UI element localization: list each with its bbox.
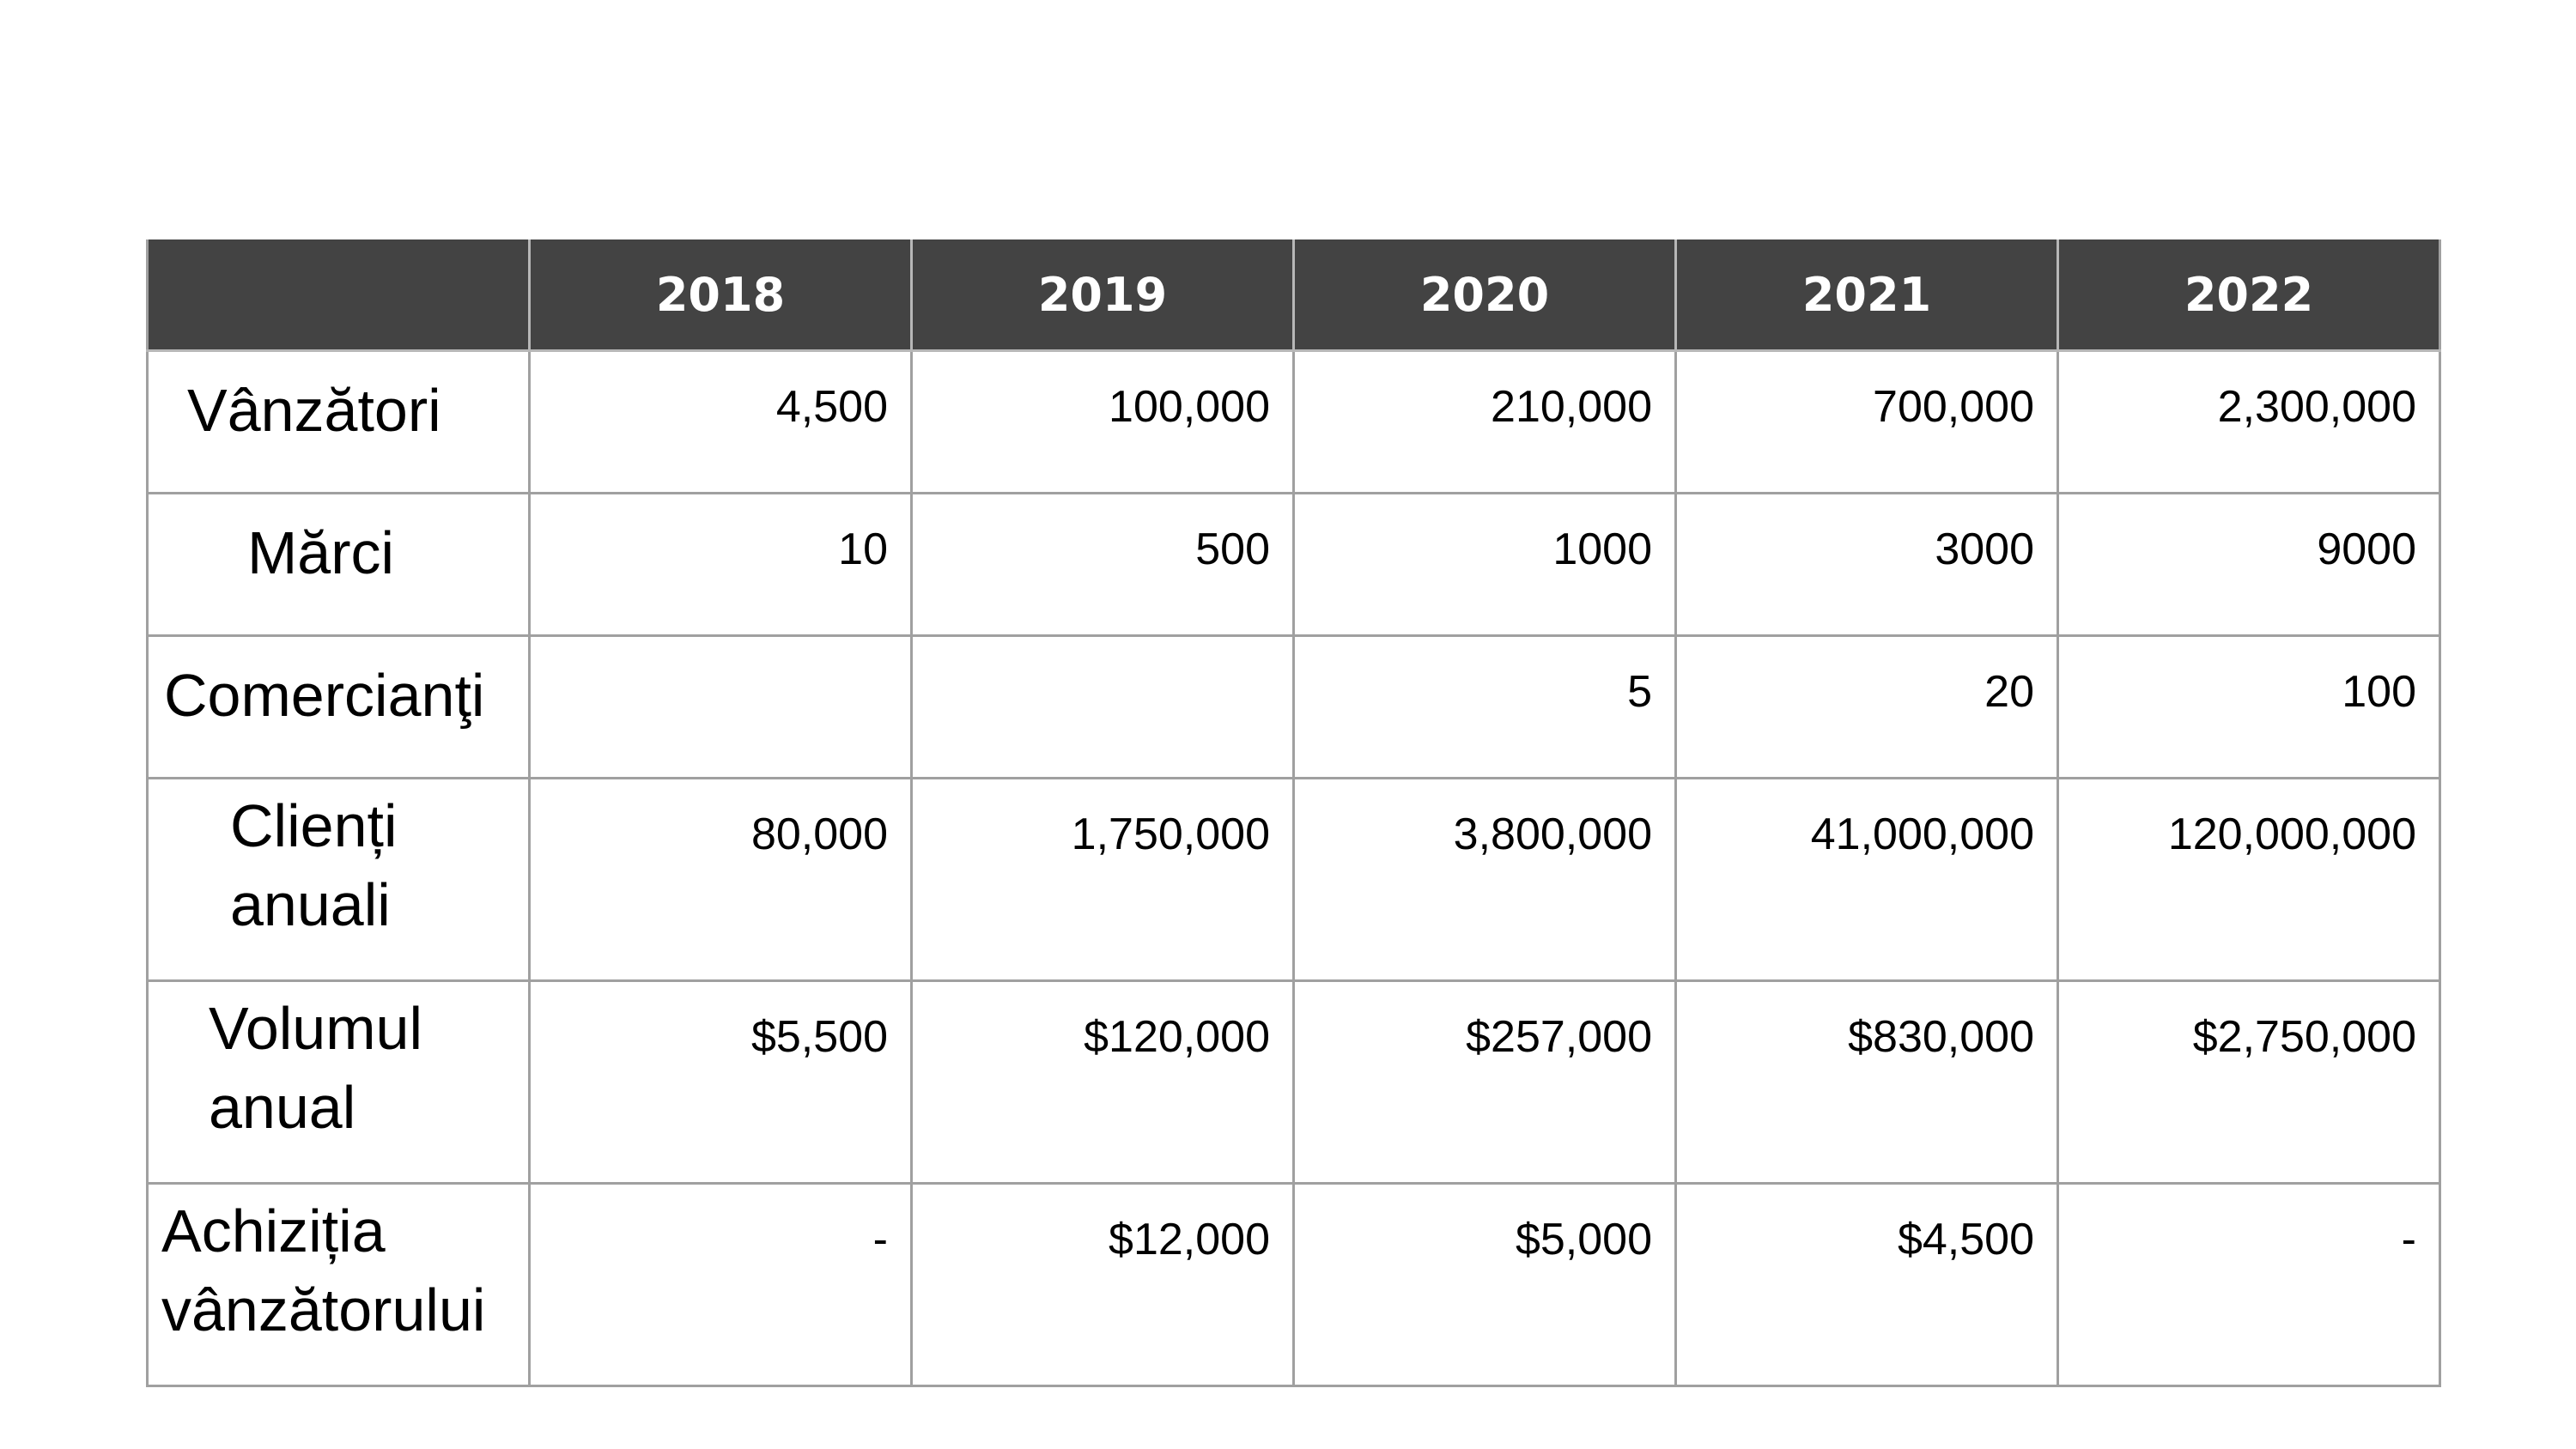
table-cell: 1000 — [1294, 494, 1676, 636]
header-row — [148, 239, 2440, 351]
header-cell-empty — [148, 239, 530, 351]
table-cell: 10 — [530, 494, 912, 636]
table-cell: - — [530, 1184, 912, 1386]
table-cell: 3000 — [1676, 494, 2058, 636]
table-cell: $12,000 — [912, 1184, 1294, 1386]
table-cell — [912, 636, 1294, 779]
row-label-line: Comercianţi — [164, 662, 485, 729]
header-cell-2022: 2022 — [2058, 239, 2440, 351]
table-cell: 20 — [1676, 636, 2058, 779]
table-cell — [530, 636, 912, 779]
table-cell: 4,500 — [530, 351, 912, 494]
table-cell: 100,000 — [912, 351, 1294, 494]
row-label — [148, 636, 530, 779]
table-cell: 500 — [912, 494, 1294, 636]
row-label — [148, 981, 530, 1184]
row-label-line: Mărci — [247, 519, 395, 586]
row-label-line: Volumul — [209, 995, 423, 1062]
table-cell: 80,000 — [530, 779, 912, 981]
row-label-line: anuali — [230, 871, 391, 938]
table-cell: $5,500 — [530, 981, 912, 1184]
row-label — [148, 779, 530, 981]
table-row-annual-clients — [148, 779, 2440, 981]
table-cell: $4,500 — [1676, 1184, 2058, 1386]
data-table-container — [146, 239, 2439, 1387]
table-cell: 3,800,000 — [1294, 779, 1676, 981]
table-row-merchants — [148, 636, 2440, 779]
header-cell-2018: 2018 — [530, 239, 912, 351]
row-label — [148, 1184, 530, 1386]
table-row-seller-acquisition — [148, 1184, 2440, 1386]
table-cell: $5,000 — [1294, 1184, 1676, 1386]
table-cell: - — [2058, 1184, 2440, 1386]
table-cell: 210,000 — [1294, 351, 1676, 494]
table-cell: 700,000 — [1676, 351, 2058, 494]
header-cell-2019: 2019 — [912, 239, 1294, 351]
row-label-line: Clienți — [230, 792, 398, 859]
metrics-table — [146, 239, 2441, 1387]
table-cell: 5 — [1294, 636, 1676, 779]
table-cell: 120,000,000 — [2058, 779, 2440, 981]
table-row-annual-volume — [148, 981, 2440, 1184]
row-label-line: vânzătorului — [161, 1276, 486, 1343]
row-label — [148, 351, 530, 494]
table-cell: 41,000,000 — [1676, 779, 2058, 981]
table-cell: $2,750,000 — [2058, 981, 2440, 1184]
table-cell: 1,750,000 — [912, 779, 1294, 981]
table-cell: $257,000 — [1294, 981, 1676, 1184]
table-cell: 2,300,000 — [2058, 351, 2440, 494]
row-label-line: anual — [209, 1074, 356, 1141]
table-cell: 100 — [2058, 636, 2440, 779]
table-cell: 9000 — [2058, 494, 2440, 636]
table-cell: $120,000 — [912, 981, 1294, 1184]
table-cell: $830,000 — [1676, 981, 2058, 1184]
table-row-brands — [148, 494, 2440, 636]
header-cell-2020: 2020 — [1294, 239, 1676, 351]
table-row-sellers — [148, 351, 2440, 494]
row-label-line: Achiziția — [161, 1197, 386, 1264]
row-label — [148, 494, 530, 636]
header-cell-2021: 2021 — [1676, 239, 2058, 351]
row-label-line: Vânzători — [187, 377, 441, 444]
